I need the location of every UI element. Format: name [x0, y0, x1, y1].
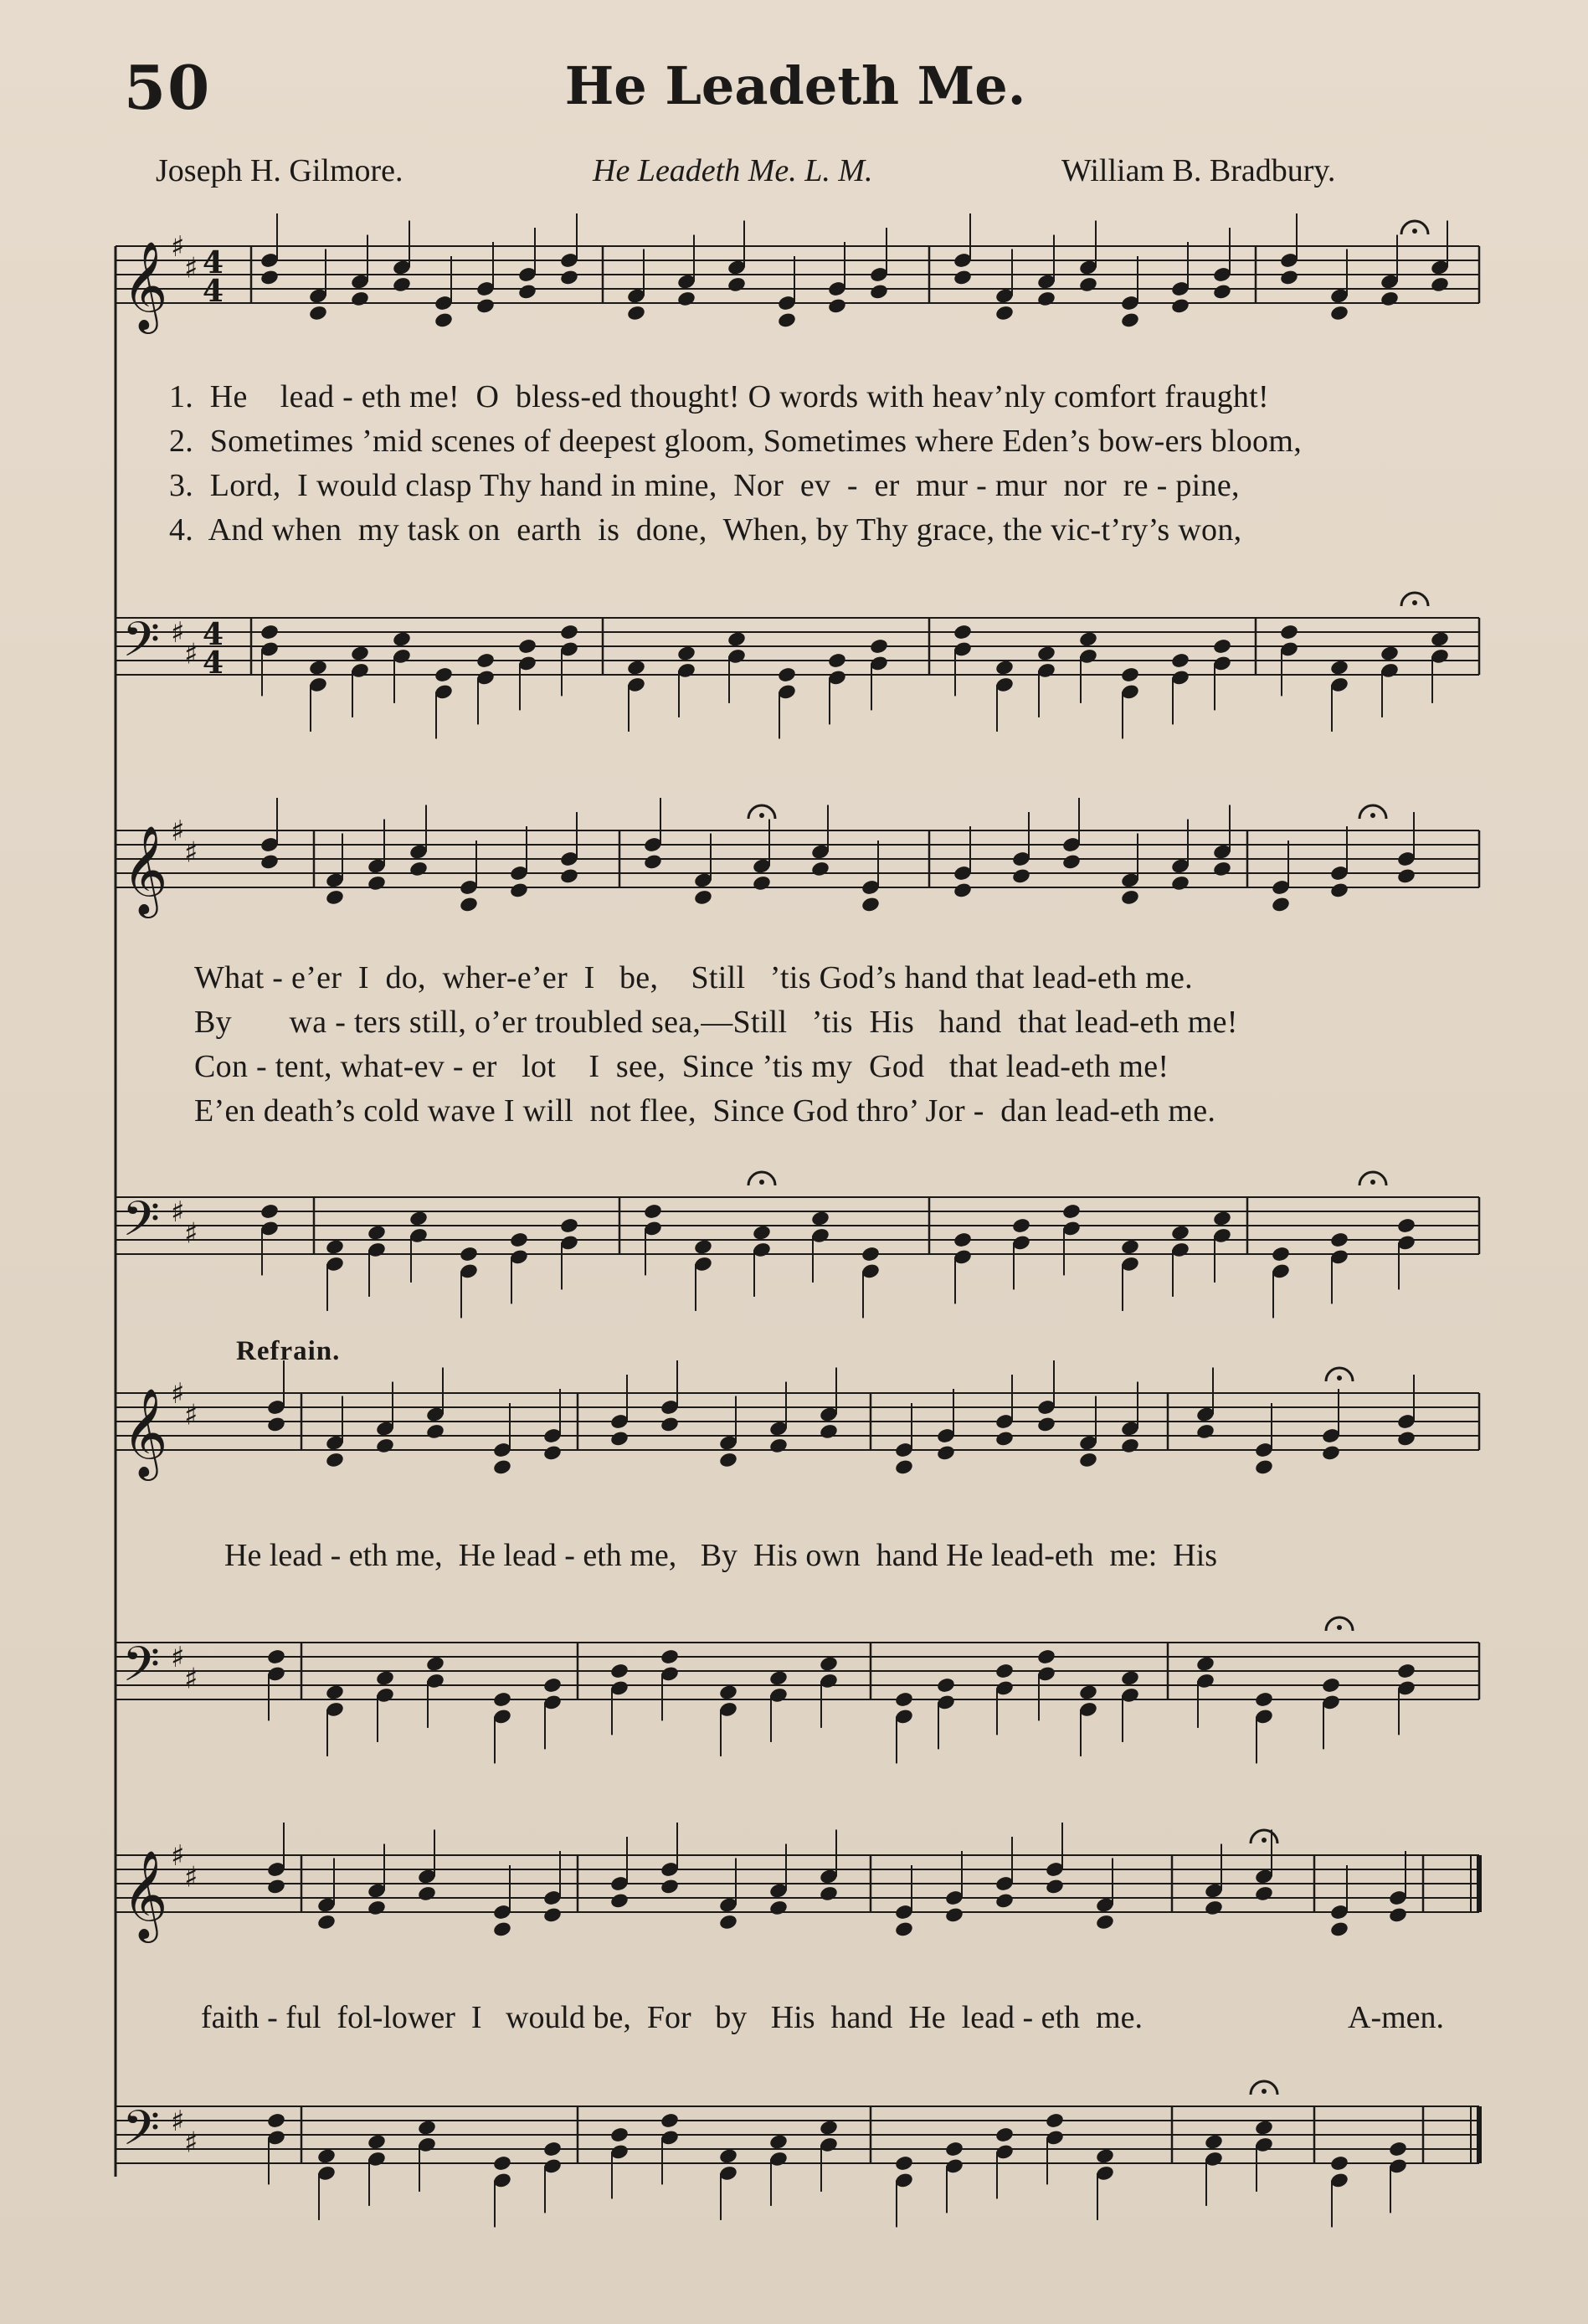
note-head — [1170, 874, 1190, 892]
note-head — [1396, 1217, 1416, 1235]
note-head — [260, 269, 280, 286]
sharp-icon: ♯ — [184, 1860, 198, 1895]
note-head — [1430, 275, 1450, 293]
note-head — [367, 1224, 387, 1242]
note-head — [819, 1884, 839, 1902]
sharp-icon: ♯ — [184, 637, 198, 671]
note-head — [1120, 1669, 1140, 1687]
note-head — [1212, 638, 1232, 656]
note-head — [325, 1684, 345, 1701]
note-head — [517, 638, 537, 656]
note-head — [1036, 290, 1056, 307]
note-head — [936, 1677, 956, 1694]
note-head — [1321, 1677, 1341, 1694]
note-head — [718, 1684, 738, 1701]
note-head — [375, 1669, 395, 1687]
note-head — [994, 1430, 1015, 1447]
note-head — [861, 896, 881, 913]
note-head — [953, 624, 973, 641]
note-head — [266, 1878, 286, 1895]
note-head — [894, 1458, 914, 1476]
note-head — [1388, 2141, 1408, 2158]
note-head — [752, 874, 772, 892]
bass-clef-icon: 𝄢 — [122, 2100, 161, 2168]
note-head — [994, 1663, 1015, 1680]
note-head — [1212, 860, 1232, 877]
sharp-icon: ♯ — [184, 1662, 198, 1696]
note-head — [475, 652, 496, 670]
note-head — [1380, 290, 1400, 307]
sharp-icon: ♯ — [171, 1839, 185, 1873]
note-head — [609, 1663, 630, 1680]
note-head — [475, 297, 496, 315]
note-head — [936, 1444, 956, 1462]
note-head — [827, 297, 847, 315]
refrain-line-2: faith - ful fol-lower I would be, For by His hand He lead - eth me. — [201, 2000, 1143, 2035]
sharp-icon: ♯ — [171, 815, 185, 848]
note-head — [1045, 2112, 1065, 2130]
note-head — [869, 638, 889, 656]
note-head — [777, 666, 797, 684]
note-head — [1078, 1451, 1098, 1468]
note-head — [676, 290, 696, 307]
note-head — [1170, 297, 1190, 315]
note-head — [492, 2155, 512, 2172]
note-head — [1120, 888, 1140, 906]
note-head — [350, 290, 370, 307]
time-signature-top: 4 — [203, 617, 224, 652]
note-head — [492, 1691, 512, 1709]
sharp-icon: ♯ — [171, 616, 185, 650]
note-head — [392, 630, 412, 648]
fermata-icon — [1370, 1180, 1375, 1185]
fermata-icon — [1412, 600, 1417, 605]
note-head — [727, 630, 747, 648]
note-head — [542, 1444, 563, 1462]
note-head — [768, 1437, 789, 1454]
note-head — [944, 1906, 964, 1924]
fermata-icon — [1262, 2089, 1267, 2094]
note-head — [492, 1920, 512, 1938]
time-signature-top: 4 — [203, 245, 224, 280]
note-head — [660, 2112, 680, 2130]
note-head — [260, 1203, 280, 1221]
note-head — [1396, 1663, 1416, 1680]
note-head — [994, 659, 1015, 676]
note-head — [434, 666, 454, 684]
note-head — [1329, 659, 1349, 676]
note-head — [1170, 1224, 1190, 1242]
note-head — [1380, 645, 1400, 662]
note-head — [1120, 1238, 1140, 1256]
note-head — [718, 1913, 738, 1931]
note-head — [768, 1899, 789, 1916]
note-head — [1271, 1246, 1291, 1263]
fermata-icon — [1262, 1838, 1267, 1843]
note-head — [266, 2112, 286, 2130]
amen-text: A-men. — [1348, 2000, 1445, 2035]
note-head — [1329, 882, 1349, 899]
note-head — [1329, 304, 1349, 321]
note-head — [953, 1231, 973, 1249]
note-head — [718, 2147, 738, 2165]
time-signature-bottom: 4 — [203, 274, 224, 309]
note-head — [1254, 1884, 1274, 1902]
note-head — [367, 2133, 387, 2151]
note-head — [1204, 2133, 1224, 2151]
note-head — [1095, 1913, 1115, 1931]
note-head — [819, 2119, 839, 2136]
note-head — [559, 1217, 579, 1235]
note-head — [626, 304, 646, 321]
verse-2-line-2: By wa - ters still, o’er troubled sea,—Still ’tis His hand that lead-eth me! — [194, 1005, 1238, 1040]
note-head — [953, 882, 973, 899]
verse-3-line-2: Con - tent, what-ev - er lot I see, Since ’tis my God that lead-eth me! — [194, 1049, 1169, 1084]
note-head — [367, 1899, 387, 1916]
fermata-icon — [1412, 229, 1417, 234]
note-head — [810, 1210, 830, 1227]
note-head — [367, 874, 387, 892]
note-head — [994, 1892, 1015, 1910]
note-head — [1195, 1655, 1215, 1673]
note-head — [509, 1231, 529, 1249]
note-head — [819, 1422, 839, 1440]
note-head — [325, 888, 345, 906]
fermata-icon — [759, 813, 764, 818]
treble-clef-icon: 𝄞 — [122, 825, 168, 914]
note-head — [1212, 1210, 1232, 1227]
note-head — [1011, 867, 1031, 885]
note-head — [1204, 1899, 1224, 1916]
fermata-icon — [1337, 1375, 1342, 1381]
note-head — [1045, 1878, 1065, 1895]
composer-credit: William B. Bradbury. — [1061, 153, 1336, 188]
note-head — [1254, 1691, 1274, 1709]
note-head — [266, 1648, 286, 1666]
note-head — [660, 1878, 680, 1895]
note-head — [1095, 2147, 1115, 2165]
treble-clef-icon: 𝄞 — [122, 1387, 168, 1477]
note-head — [542, 1677, 563, 1694]
note-head — [417, 2119, 437, 2136]
refrain-line-1: He lead - eth me, He lead - eth me, By His own hand He lead-eth me: His — [224, 1538, 1218, 1573]
note-head — [1170, 652, 1190, 670]
note-head — [316, 1913, 337, 1931]
note-head — [542, 2141, 563, 2158]
note-head — [325, 1451, 345, 1468]
note-head — [994, 2126, 1015, 2144]
note-head — [1061, 1203, 1082, 1221]
fermata-icon — [1337, 1625, 1342, 1630]
note-head — [1329, 2155, 1349, 2172]
note-head — [727, 275, 747, 293]
note-head — [609, 1892, 630, 1910]
note-head — [308, 304, 328, 321]
note-head — [894, 1920, 914, 1938]
note-head — [1329, 1920, 1349, 1938]
note-head — [676, 645, 696, 662]
note-head — [869, 283, 889, 301]
note-head — [1279, 624, 1299, 641]
tune-name: He Leadeth Me. L. M. — [593, 153, 873, 188]
note-head — [425, 1422, 445, 1440]
note-head — [308, 659, 328, 676]
fermata-icon — [759, 1180, 764, 1185]
note-head — [894, 1691, 914, 1709]
note-head — [994, 304, 1015, 321]
time-signature-bottom: 4 — [203, 645, 224, 681]
note-head — [1271, 896, 1291, 913]
note-head — [1011, 1217, 1031, 1235]
note-head — [459, 1246, 479, 1263]
note-head — [643, 853, 663, 871]
note-head — [777, 311, 797, 329]
note-head — [1036, 1648, 1056, 1666]
note-head — [492, 1458, 512, 1476]
note-head — [810, 860, 830, 877]
treble-clef-icon: 𝄞 — [122, 240, 168, 330]
verse-2-line-1: 2. Sometimes ’mid scenes of deepest gloom, Sometimes where Eden’s bow-ers bloom, — [169, 424, 1303, 459]
note-head — [693, 888, 713, 906]
hymn-title: He Leadeth Me. — [564, 55, 1026, 116]
note-head — [260, 624, 280, 641]
note-head — [1321, 1444, 1341, 1462]
note-head — [1036, 1416, 1056, 1433]
note-head — [409, 860, 429, 877]
note-head — [1430, 630, 1450, 648]
note-head — [559, 867, 579, 885]
note-head — [718, 1451, 738, 1468]
sharp-icon: ♯ — [171, 1641, 185, 1674]
sharp-icon: ♯ — [171, 1377, 185, 1411]
page-number: 50 — [124, 52, 212, 123]
sharp-icon: ♯ — [184, 1216, 198, 1251]
note-head — [944, 2141, 964, 2158]
note-head — [894, 2155, 914, 2172]
note-head — [1036, 645, 1056, 662]
note-head — [643, 1203, 663, 1221]
fermata-icon — [1370, 813, 1375, 818]
note-head — [392, 275, 412, 293]
sharp-icon: ♯ — [184, 2126, 198, 2160]
note-head — [542, 1906, 563, 1924]
note-head — [350, 645, 370, 662]
note-head — [517, 283, 537, 301]
note-head — [660, 1416, 680, 1433]
note-head — [1061, 853, 1082, 871]
sharp-icon: ♯ — [184, 836, 198, 870]
note-head — [1212, 283, 1232, 301]
note-head — [626, 659, 646, 676]
note-head — [260, 853, 280, 871]
note-head — [1329, 1231, 1349, 1249]
refrain-label: Refrain. — [236, 1336, 341, 1366]
note-head — [953, 269, 973, 286]
note-head — [434, 311, 454, 329]
note-head — [609, 1430, 630, 1447]
note-head — [768, 2133, 789, 2151]
note-head — [1254, 2119, 1274, 2136]
sharp-icon: ♯ — [184, 251, 198, 285]
author-credit: Joseph H. Gilmore. — [156, 153, 403, 188]
note-head — [316, 2147, 337, 2165]
sharp-icon: ♯ — [171, 1195, 185, 1229]
note-head — [1120, 666, 1140, 684]
bass-clef-icon: 𝄢 — [122, 611, 161, 680]
note-head — [1396, 867, 1416, 885]
treble-clef-icon: 𝄞 — [122, 1849, 168, 1939]
note-head — [609, 2126, 630, 2144]
note-head — [1396, 1430, 1416, 1447]
note-head — [459, 896, 479, 913]
note-head — [752, 1224, 772, 1242]
note-head — [1279, 269, 1299, 286]
note-head — [1078, 1684, 1098, 1701]
verse-3-line-1: 3. Lord, I would clasp Thy hand in mine, Nor ev - er mur - mur nor re - pine, — [169, 468, 1240, 503]
note-head — [1078, 630, 1098, 648]
note-head — [266, 1416, 286, 1433]
note-head — [559, 269, 579, 286]
note-head — [768, 1669, 789, 1687]
bass-clef-icon: 𝄢 — [122, 1636, 161, 1704]
note-head — [1254, 1458, 1274, 1476]
bass-clef-icon: 𝄢 — [122, 1190, 161, 1259]
note-head — [1078, 275, 1098, 293]
note-head — [827, 652, 847, 670]
note-head — [1388, 1906, 1408, 1924]
note-head — [375, 1437, 395, 1454]
note-head — [509, 882, 529, 899]
sharp-icon: ♯ — [171, 2105, 185, 2138]
note-head — [409, 1210, 429, 1227]
note-head — [1120, 311, 1140, 329]
note-head — [861, 1246, 881, 1263]
verse-1-line-1: 1. He lead - eth me! O bless-ed thought! O words with heav’nly comfort fraught! — [169, 379, 1269, 414]
verse-4-line-1: 4. And when my task on earth is done, When, by Thy grace, the vic-t’ry’s won, — [169, 512, 1242, 548]
note-head — [559, 624, 579, 641]
note-head — [1195, 1422, 1215, 1440]
note-head — [819, 1655, 839, 1673]
note-head — [325, 1238, 345, 1256]
verse-4-line-2: E’en death’s cold wave I will not flee, Since God thro’ Jor - dan lead-eth me. — [194, 1093, 1216, 1129]
note-head — [693, 1238, 713, 1256]
note-head — [425, 1655, 445, 1673]
note-head — [1120, 1437, 1140, 1454]
sharp-icon: ♯ — [171, 230, 185, 264]
sharp-icon: ♯ — [184, 1398, 198, 1432]
note-head — [660, 1648, 680, 1666]
verse-1-line-2: What - e’er I do, wher-e’er I be, Still ’tis God’s hand that lead-eth me. — [194, 960, 1193, 995]
note-head — [417, 1884, 437, 1902]
